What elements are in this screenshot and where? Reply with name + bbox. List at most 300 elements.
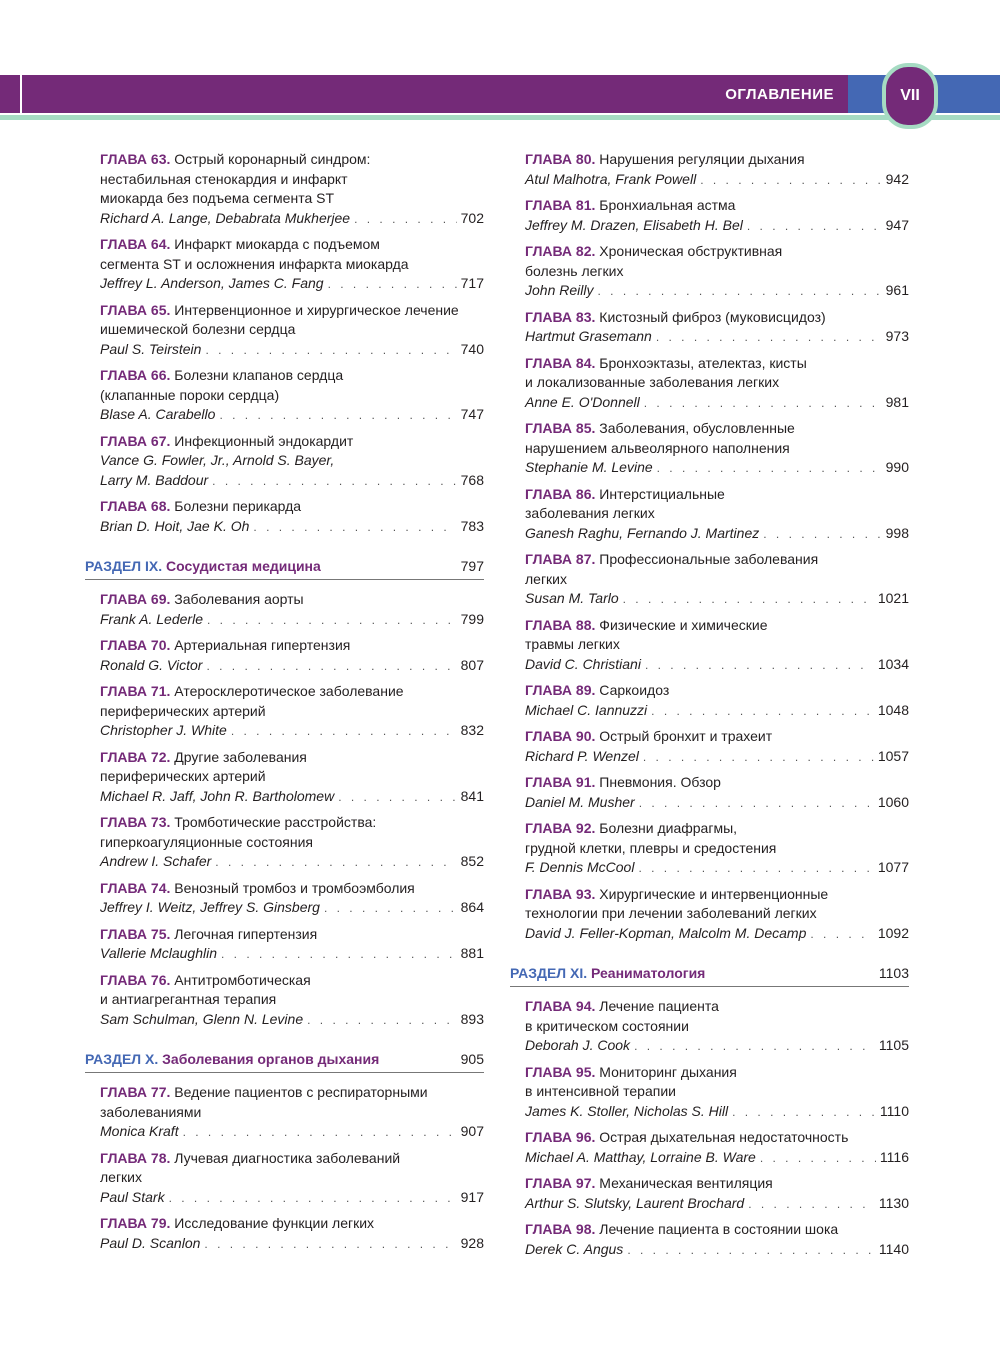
toc-entry[interactable] — [85, 1214, 484, 1254]
chapter-authors-row — [100, 1234, 484, 1255]
chapter-authors-row — [525, 281, 909, 302]
chapter-authors-row — [525, 747, 909, 768]
toc-entry[interactable] — [85, 813, 484, 873]
chapter-page-number: 841 — [460, 787, 484, 804]
chapter-number: ГЛАВА 76. — [100, 971, 171, 988]
chapter-title: технологии при лечении заболеваний легких — [525, 905, 817, 921]
toc-entry[interactable] — [85, 748, 484, 808]
chapter-title: Бронхоэктазы, ателектаз, кисты — [599, 354, 807, 371]
dot-leader — [597, 282, 881, 302]
chapter-authors: Michael A. Matthay, Lorraine B. Ware — [525, 1148, 756, 1165]
chapter-page-number: 881 — [460, 945, 484, 961]
chapter-authors-row — [525, 524, 909, 545]
toc-entry[interactable] — [510, 150, 909, 190]
toc-entry[interactable] — [510, 727, 909, 767]
chapter-title-line — [100, 320, 484, 340]
toc-entry[interactable] — [510, 196, 909, 236]
dot-leader — [221, 945, 457, 965]
chapter-authors-row — [525, 924, 909, 945]
chapter-title-line — [100, 386, 484, 406]
header-bar-edge — [0, 75, 20, 113]
chapter-authors-line: Vance G. Fowler, Jr., Arnold S. Bayer, — [100, 452, 335, 468]
chapter-title: Легочная гипертензия — [174, 925, 318, 942]
section-heading-text — [85, 558, 321, 574]
chapter-title-line — [100, 833, 484, 853]
chapter-title-line — [525, 504, 909, 524]
chapter-authors-row — [525, 1240, 909, 1261]
chapter-authors: Richard P. Wenzel — [525, 747, 639, 764]
chapter-title: гиперкоагуляционные состояния — [100, 833, 314, 850]
chapter-page-number: 1105 — [878, 1037, 909, 1053]
toc-entry[interactable] — [510, 1128, 909, 1168]
dot-leader — [644, 394, 882, 414]
chapter-title: Тромботические расстройства: — [174, 814, 377, 830]
chapter-title: Лечение пациента в состоянии шока — [599, 1221, 839, 1237]
chapter-authors-row — [100, 1188, 484, 1209]
chapter-authors-row — [100, 209, 484, 230]
toc-entry[interactable] — [510, 550, 909, 610]
chapter-authors-row — [525, 793, 909, 814]
chapter-authors-row — [525, 589, 909, 610]
chapter-authors: Deborah J. Cook — [525, 1037, 631, 1053]
chapter-authors-row — [525, 1036, 909, 1057]
chapter-title: Инфекционный эндокардит — [174, 432, 354, 449]
toc-entry[interactable] — [85, 432, 484, 492]
chapter-title-line — [100, 1214, 484, 1234]
dot-leader — [810, 925, 873, 945]
chapter-number: ГЛАВА 91. — [525, 774, 596, 790]
chapter-page-number: 1021 — [877, 590, 909, 606]
chapter-authors: Ronald G. Victor — [100, 656, 203, 673]
chapter-title-line — [525, 819, 909, 839]
chapter-page-number: 807 — [460, 656, 484, 673]
section-label: РАЗДЕЛ IX. — [85, 558, 163, 574]
page-number-badge: VII — [882, 63, 938, 129]
chapter-number: ГЛАВА 83. — [525, 308, 596, 325]
dot-leader — [219, 406, 456, 426]
chapter-authors-row — [100, 898, 484, 919]
dot-leader — [760, 1149, 876, 1169]
section-title: Сосудистая медицина — [166, 558, 321, 574]
chapter-number: ГЛАВА 84. — [525, 354, 596, 371]
chapter-page-number: 981 — [885, 393, 909, 410]
chapter-title-line — [525, 773, 909, 793]
chapter-number: ГЛАВА 96. — [525, 1129, 596, 1145]
chapter-title-line — [525, 485, 909, 505]
chapter-page-number: 783 — [460, 517, 484, 534]
chapter-title-line — [525, 419, 909, 439]
chapter-number: ГЛАВА 90. — [525, 728, 596, 744]
chapter-title-line — [100, 432, 484, 452]
running-header — [0, 75, 1000, 123]
toc-entry[interactable] — [510, 1174, 909, 1214]
toc-entry[interactable] — [510, 1063, 909, 1123]
section-heading[interactable] — [510, 965, 909, 987]
chapter-title-line — [525, 1128, 909, 1148]
chapter-title: Болезни перикарда — [174, 498, 302, 514]
chapter-title: Бронхиальная астма — [599, 197, 736, 213]
chapter-page-number: 799 — [460, 610, 484, 627]
chapter-number: ГЛАВА 68. — [100, 498, 171, 514]
chapter-page-number: 917 — [460, 1188, 484, 1205]
chapter-number: ГЛАВА 78. — [100, 1149, 171, 1166]
dot-leader — [215, 853, 456, 873]
chapter-authors: Susan M. Tarlo — [525, 590, 619, 606]
toc-entry[interactable] — [85, 1083, 484, 1143]
chapter-number: ГЛАВА 87. — [525, 551, 596, 567]
chapter-title-line — [525, 885, 909, 905]
chapter-authors: Arthur S. Slutsky, Laurent Brochard — [525, 1194, 745, 1211]
chapter-title-line — [525, 681, 909, 701]
dot-leader — [324, 899, 457, 919]
chapter-title: и антиагрегантная терапия — [100, 991, 277, 1007]
chapter-title-line — [100, 1168, 484, 1188]
chapter-page-number: 717 — [460, 275, 484, 291]
chapter-authors-row — [100, 610, 484, 631]
toc-entry[interactable] — [85, 925, 484, 965]
chapter-title: Хроническая обструктивная — [599, 243, 783, 259]
dot-leader — [639, 794, 874, 814]
section-title: Заболевания органов дыхания — [162, 1051, 380, 1067]
toc-entry[interactable] — [85, 366, 484, 426]
chapter-title: Артериальная гипертензия — [174, 637, 351, 653]
chapter-title: грудной клетки, плевры и средостения — [525, 839, 777, 856]
chapter-authors-row — [525, 655, 909, 676]
section-page-number: 1103 — [878, 965, 909, 981]
section-page-number: 905 — [460, 1051, 484, 1067]
chapter-title-line — [100, 748, 484, 768]
chapter-title-line — [525, 1174, 909, 1194]
chapter-authors: James K. Stoller, Nicholas S. Hill — [525, 1102, 729, 1119]
chapter-authors-row — [100, 517, 484, 538]
chapter-authors: Christopher J. White — [100, 722, 227, 738]
chapter-title-line — [100, 497, 484, 517]
chapter-title-line — [100, 590, 484, 610]
toc-entry[interactable] — [510, 616, 909, 676]
chapter-number: ГЛАВА 95. — [525, 1063, 596, 1080]
chapter-number: ГЛАВА 67. — [100, 432, 171, 449]
chapter-authors: Paul S. Teirstein — [100, 340, 202, 357]
chapter-page-number: 1092 — [877, 924, 909, 941]
chapter-page-number: 973 — [885, 328, 909, 344]
dot-leader — [212, 472, 456, 492]
chapter-authors: Michael R. Jaff, John R. Bartholomew — [100, 787, 335, 804]
chapter-number: ГЛАВА 73. — [100, 814, 171, 830]
toc-entry[interactable] — [85, 301, 484, 361]
dot-leader — [634, 1037, 875, 1057]
chapter-page-number: 1060 — [877, 793, 909, 810]
dot-leader — [748, 1195, 875, 1215]
toc-entry[interactable] — [510, 885, 909, 945]
chapter-number: ГЛАВА 94. — [525, 998, 596, 1014]
chapter-title-line — [100, 1083, 484, 1103]
chapter-title-line — [525, 570, 909, 590]
toc-entry[interactable] — [85, 636, 484, 676]
chapter-title: Интерстициальные — [599, 485, 725, 502]
chapter-authors-row — [525, 393, 909, 414]
chapter-title: Заболевания аорты — [174, 591, 304, 607]
chapter-authors-row — [525, 1148, 909, 1169]
chapter-number: ГЛАВА 98. — [525, 1221, 596, 1237]
chapter-authors-row — [100, 852, 484, 873]
chapter-title: Нарушения регуляции дыхания — [599, 151, 805, 167]
dot-leader — [623, 590, 874, 610]
chapter-title: в критическом состоянии — [525, 1017, 689, 1034]
chapter-authors: Daniel M. Musher — [525, 793, 635, 810]
chapter-title-line — [525, 904, 909, 924]
dot-leader — [206, 657, 456, 677]
chapter-title: Физические и химические — [599, 616, 768, 633]
toc-entry[interactable] — [510, 242, 909, 302]
chapter-number: ГЛАВА 97. — [525, 1175, 596, 1191]
chapter-page-number: 998 — [885, 524, 909, 541]
toc-entry[interactable] — [85, 150, 484, 229]
dot-leader — [205, 341, 456, 361]
chapter-title-line — [525, 373, 909, 393]
section-page-number: 797 — [460, 558, 484, 574]
chapter-title: периферических артерий — [100, 768, 266, 784]
chapter-page-number: 893 — [460, 1010, 484, 1027]
chapter-title: легких — [525, 570, 568, 587]
chapter-title: Острый коронарный синдром: — [174, 151, 371, 167]
chapter-title-line — [525, 839, 909, 859]
chapter-title: Исследование функции легких — [174, 1215, 375, 1231]
chapter-number: ГЛАВА 81. — [525, 197, 596, 213]
chapter-authors: Jeffrey I. Weitz, Jeffrey S. Ginsberg — [100, 899, 320, 915]
chapter-authors-row — [525, 458, 909, 479]
chapter-page-number: 702 — [460, 209, 484, 226]
chapter-number: ГЛАВА 93. — [525, 885, 596, 902]
toc-entry[interactable] — [510, 681, 909, 721]
chapter-authors-row — [100, 656, 484, 677]
chapter-title: легких — [100, 1169, 143, 1185]
chapter-title: Мониторинг дыхания — [599, 1063, 737, 1080]
chapter-authors: David J. Feller-Kopman, Malcolm M. Decamp — [525, 924, 807, 941]
chapter-title: Хирургические и интервенционные — [599, 885, 829, 902]
chapter-title: Болезни диафрагмы, — [599, 820, 738, 836]
toc-entry[interactable] — [85, 682, 484, 742]
chapter-page-number: 1140 — [878, 1240, 909, 1257]
chapter-page-number: 1048 — [877, 701, 909, 718]
chapter-authors: Paul Stark — [100, 1188, 165, 1205]
chapter-title-line — [100, 682, 484, 702]
chapter-authors-row — [100, 1122, 484, 1143]
toc-column-left — [85, 150, 484, 1260]
chapter-title: ишемической болезни сердца — [100, 321, 296, 337]
chapter-title: в интенсивной терапии — [525, 1083, 676, 1099]
chapter-number: ГЛАВА 65. — [100, 301, 171, 318]
chapter-title: периферических артерий — [100, 702, 266, 719]
chapter-number: ГЛАВА 85. — [525, 420, 596, 436]
chapter-page-number: 747 — [460, 406, 484, 422]
chapter-title-line — [100, 702, 484, 722]
dot-leader — [338, 788, 456, 808]
chapter-number: ГЛАВА 88. — [525, 616, 596, 633]
chapter-title: Болезни клапанов сердца — [174, 367, 344, 383]
chapter-title-line — [525, 242, 909, 262]
chapter-title-line — [100, 170, 484, 190]
dot-leader — [253, 518, 456, 538]
toc-entry[interactable] — [510, 308, 909, 348]
chapter-title: заболевания легких — [525, 505, 655, 521]
chapter-title-line — [100, 255, 484, 275]
chapter-authors: Jeffrey L. Anderson, James C. Fang — [100, 275, 324, 291]
chapter-authors: Frank A. Lederle — [100, 610, 203, 627]
chapter-number: ГЛАВА 82. — [525, 243, 596, 259]
chapter-authors-row — [100, 471, 484, 492]
chapter-number: ГЛАВА 64. — [100, 236, 171, 252]
chapter-title: заболеваниями — [100, 1103, 202, 1120]
dot-leader — [645, 656, 874, 676]
chapter-page-number: 832 — [460, 722, 484, 738]
chapter-page-number: 990 — [885, 459, 909, 475]
chapter-title: Антитромботическая — [174, 971, 311, 988]
chapter-authors-row — [100, 274, 484, 295]
chapter-authors-row — [100, 721, 484, 742]
toc-entry[interactable] — [85, 971, 484, 1031]
dot-leader — [627, 1241, 875, 1261]
chapter-authors: Brian D. Hoit, Jae K. Oh — [100, 517, 250, 534]
chapter-title: и локализованные заболевания легких — [525, 374, 780, 390]
chapter-authors: Michael C. Iannuzzi — [525, 701, 648, 718]
chapter-title-line — [525, 439, 909, 459]
section-heading[interactable] — [85, 558, 484, 580]
chapter-title: Другие заболевания — [174, 748, 307, 765]
chapter-page-number: 1110 — [879, 1102, 909, 1119]
dot-leader — [643, 748, 874, 768]
chapter-title-line — [525, 262, 909, 282]
chapter-number: ГЛАВА 74. — [100, 879, 171, 896]
chapter-authors-row — [525, 327, 909, 348]
chapter-title-line — [525, 616, 909, 636]
chapter-title: Острая дыхательная недостаточность — [599, 1129, 849, 1145]
section-heading-text — [85, 1051, 379, 1067]
toc-entry[interactable] — [510, 819, 909, 879]
dot-leader — [657, 459, 882, 479]
toc-entry[interactable] — [510, 1220, 909, 1260]
chapter-title-line — [100, 636, 484, 656]
dot-leader — [656, 328, 882, 348]
chapter-authors: Jeffrey M. Drazen, Elisabeth H. Bel — [525, 216, 743, 233]
chapter-title-line — [100, 366, 484, 386]
toc-column-right — [510, 150, 909, 1266]
chapter-title-line — [100, 1103, 484, 1123]
toc-entry[interactable] — [85, 235, 484, 295]
toc-entry[interactable] — [85, 1149, 484, 1209]
chapter-authors-row — [525, 170, 909, 191]
toc-entry[interactable] — [510, 773, 909, 813]
section-heading[interactable] — [85, 1051, 484, 1073]
chapter-title: (клапанные пороки сердца) — [100, 386, 280, 403]
chapter-title-line — [525, 1063, 909, 1083]
chapter-authors-row — [525, 1194, 909, 1215]
chapter-title-line — [525, 1220, 909, 1240]
chapter-title: травмы легких — [525, 636, 620, 652]
toc-entry[interactable] — [85, 497, 484, 537]
chapter-number: ГЛАВА 86. — [525, 485, 596, 502]
chapter-title-line — [525, 150, 909, 170]
chapter-title: миокарда без подъема сегмента ST — [100, 190, 335, 206]
dot-leader — [638, 859, 873, 879]
toc-entry[interactable] — [85, 590, 484, 630]
chapter-title: нарушением альвеолярного наполнения — [525, 439, 790, 456]
section-title: Реаниматология — [591, 965, 706, 981]
chapter-number: ГЛАВА 80. — [525, 151, 596, 167]
chapter-page-number: 1116 — [879, 1148, 909, 1165]
chapter-authors-row — [525, 1102, 909, 1123]
chapter-number: ГЛАВА 69. — [100, 591, 171, 607]
chapter-number: ГЛАВА 77. — [100, 1084, 171, 1100]
chapter-page-number: 864 — [460, 899, 484, 915]
toc-entry[interactable] — [510, 354, 909, 414]
chapter-title: Интервенционное и хирургическое лечение — [174, 301, 459, 318]
dot-leader — [700, 171, 881, 191]
dot-leader — [307, 1011, 457, 1031]
toc-entry[interactable] — [510, 997, 909, 1057]
chapter-page-number: 1077 — [877, 859, 909, 875]
chapter-title-line — [525, 1082, 909, 1102]
chapter-title-line — [100, 1149, 484, 1169]
chapter-title: Атеросклеротическое заболевание — [174, 683, 404, 699]
chapter-page-number: 1034 — [877, 655, 909, 672]
chapter-authors: Andrew I. Schafer — [100, 853, 212, 869]
chapter-title: сегмента ST и осложнения инфаркта миокарда — [100, 255, 409, 272]
chapter-title: нестабильная стенокардия и инфаркт — [100, 170, 348, 187]
chapter-page-number: 942 — [885, 170, 909, 187]
toc-entry[interactable] — [85, 879, 484, 919]
section-heading-text — [510, 965, 705, 981]
dot-leader — [354, 210, 457, 230]
dot-leader — [204, 1235, 456, 1255]
dot-leader — [183, 1123, 457, 1143]
chapter-authors-row — [100, 1010, 484, 1031]
chapter-number: ГЛАВА 79. — [100, 1215, 171, 1231]
chapter-title-line — [525, 727, 909, 747]
chapter-number: ГЛАВА 70. — [100, 637, 171, 653]
chapter-authors-row — [100, 340, 484, 361]
toc-entry[interactable] — [510, 485, 909, 545]
chapter-authors-row — [525, 858, 909, 879]
chapter-authors: F. Dennis McCool — [525, 859, 635, 875]
chapter-title-line — [100, 971, 484, 991]
chapter-title-line — [100, 990, 484, 1010]
chapter-title: Ведение пациентов с респираторными — [174, 1084, 428, 1100]
chapter-title: Кистозный фиброз (муковисцидоз) — [599, 308, 826, 325]
chapter-authors-row — [525, 701, 909, 722]
chapter-page-number: 961 — [885, 282, 909, 298]
chapter-authors: Richard A. Lange, Debabrata Mukherjee — [100, 209, 351, 226]
chapter-authors: Ganesh Raghu, Fernando J. Martinez — [525, 524, 760, 541]
dot-leader — [207, 611, 457, 631]
dot-leader — [732, 1103, 876, 1123]
chapter-page-number: 768 — [460, 471, 484, 488]
dot-leader — [747, 217, 882, 237]
chapter-number: ГЛАВА 66. — [100, 367, 171, 383]
chapter-number: ГЛАВА 72. — [100, 748, 171, 765]
chapter-title-line — [525, 1017, 909, 1037]
chapter-page-number: 740 — [460, 340, 484, 357]
chapter-title-line — [525, 354, 909, 374]
chapter-number: ГЛАВА 92. — [525, 820, 596, 836]
chapter-title: Профессиональные заболевания — [599, 551, 819, 567]
chapter-title-line — [100, 925, 484, 945]
chapter-authors: Vallerie Mclaughlin — [100, 945, 217, 961]
chapter-title: Инфаркт миокарда с подъемом — [174, 236, 380, 252]
chapter-authors-row — [525, 216, 909, 237]
chapter-authors: Hartmut Grasemann — [525, 328, 652, 344]
chapter-title-line — [525, 308, 909, 328]
toc-entry[interactable] — [510, 419, 909, 479]
